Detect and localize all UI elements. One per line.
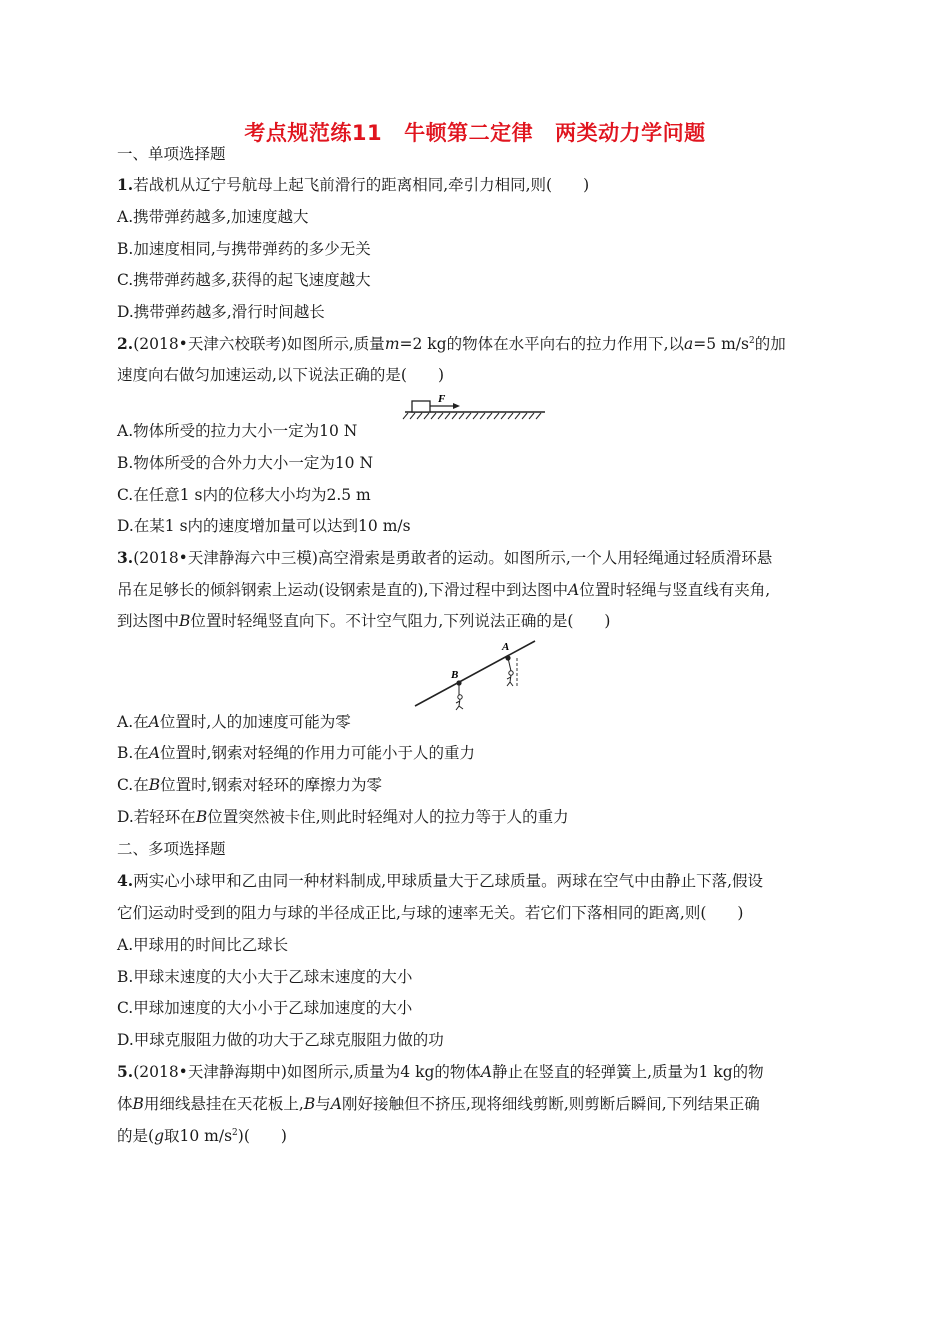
q2-block-diagram <box>400 393 550 421</box>
q3-zipline-diagram <box>410 636 540 714</box>
q2-option-c: C.在任意1 s内的位移大小均为2.5 m <box>117 486 371 504</box>
section-heading-multi: 二、多项选择题 <box>117 840 226 858</box>
q1-option-c: C.携带弹药越多,获得的起飞速度越大 <box>117 271 371 289</box>
q3-option-c: C.在B位置时,钢索对轻环的摩擦力为零 <box>117 776 383 794</box>
q3-option-a: A.在A位置时,人的加速度可能为零 <box>117 713 351 731</box>
q5-stem-line2: 体B用细线悬挂在天花板上,B与A刚好接触但不挤压,现将细线剪断,则剪断后瞬间,下列结果正确 <box>117 1095 760 1113</box>
q3-option-b: B.在A位置时,钢索对轻绳的作用力可能小于人的重力 <box>117 744 475 762</box>
q1-option-d: D.携带弹药越多,滑行时间越长 <box>117 303 325 321</box>
q4-option-d: D.甲球克服阻力做的功大于乙球克服阻力做的功 <box>117 1031 444 1049</box>
q4-option-a: A.甲球用的时间比乙球长 <box>117 936 289 954</box>
q3-label-a: A <box>502 641 510 653</box>
q3-option-d: D.若轻环在B位置突然被卡住,则此时轻绳对人的拉力等于人的重力 <box>117 808 569 826</box>
q2-stem-line1: 2.(2018•天津六校联考)如图所示,质量m=2 kg的物体在水平向右的拉力作用下,以a=5 $m/s^2$的加 <box>117 334 786 353</box>
q4-option-c: C.甲球加速度的大小小于乙球加速度的大小 <box>117 999 413 1017</box>
q3-stem-line2: 吊在足够长的倾斜钢索上运动(设钢索是直的),下滑过程中到达图中A位置时轻绳与竖直线有夹角, <box>117 581 771 599</box>
q5-stem-line3: 的是(g取10 $m/s^2$)( ) <box>117 1127 287 1145</box>
page-title: 考点规范练11 牛顿第二定律 两类动力学问题 <box>244 121 706 145</box>
q2-option-d: D.在某1 s内的速度增加量可以达到10 m/s <box>117 517 411 535</box>
q4-stem-line2: 它们运动时受到的阻力与球的半径成正比,与球的速率无关。若它们下落相同的距离,则( ) <box>117 904 744 922</box>
q2-stem-line2: 速度向右做匀加速运动,以下说法正确的是( ) <box>117 366 445 384</box>
q3-stem-line3: 到达图中B位置时轻绳竖直向下。不计空气阻力,下列说法正确的是( ) <box>117 612 611 630</box>
q2-force-label: F <box>438 393 446 405</box>
q1-option-b: B.加速度相同,与携带弹药的多少无关 <box>117 240 371 258</box>
q1-stem: 1.若战机从辽宁号航母上起飞前滑行的距离相同,牵引力相同,则( ) <box>117 175 590 194</box>
q3-stem-line1: 3.(2018•天津静海六中三模)高空滑索是勇敢者的运动。如图所示,一个人用轻绳通过轻质滑环悬 <box>117 548 773 567</box>
q1-option-a: A.携带弹药越多,加速度越大 <box>117 208 309 226</box>
q2-option-a: A.物体所受的拉力大小一定为10 N <box>117 422 358 440</box>
q2-option-b: B.物体所受的合外力大小一定为10 N <box>117 454 374 472</box>
q4-option-b: B.甲球末速度的大小大于乙球末速度的大小 <box>117 968 413 986</box>
section-heading-single: 一、单项选择题 <box>117 145 226 163</box>
q3-label-b: B <box>451 669 459 681</box>
q4-stem-line1: 4.两实心小球甲和乙由同一种材料制成,甲球质量大于乙球质量。两球在空气中由静止下落,假设 <box>117 871 764 890</box>
q2-block <box>412 401 430 412</box>
q5-stem-line1: 5.(2018•天津静海期中)如图所示,质量为4 kg的物体A静止在竖直的轻弹簧上,质量为1 kg的物 <box>117 1062 764 1081</box>
